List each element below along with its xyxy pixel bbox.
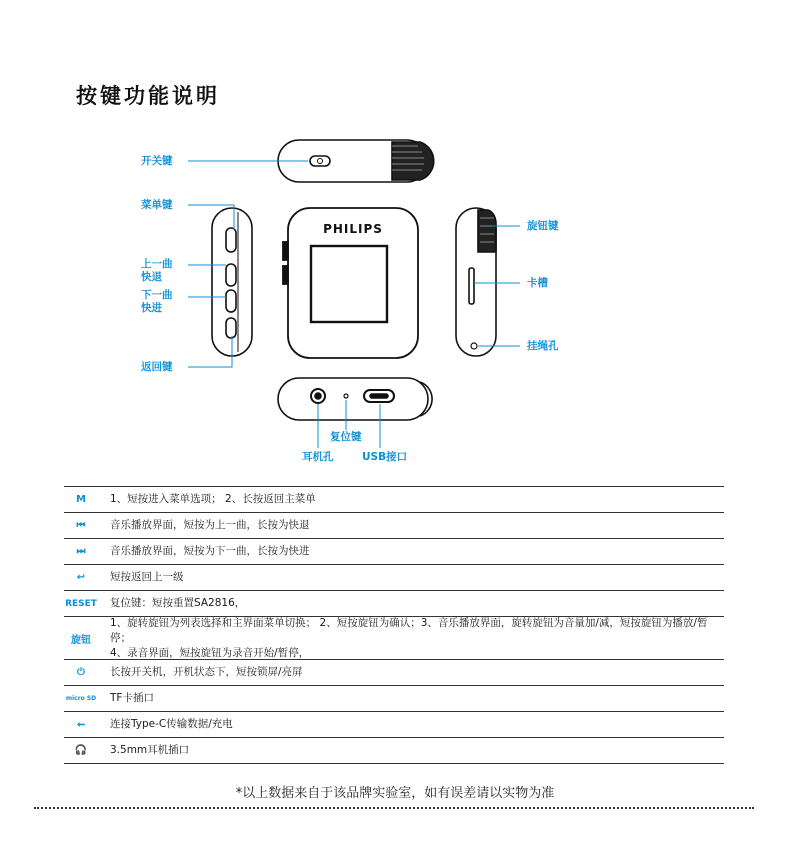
device-bottom-view (278, 378, 432, 420)
label-reset-key: 复位键 (330, 431, 362, 443)
table-row (64, 590, 724, 616)
row-description: TF卡插口 (110, 692, 154, 704)
dotted-divider (34, 807, 754, 809)
row-description: 短按返回上一级 (110, 571, 184, 583)
footnote: *以上数据来自于该品牌实验室，如有误差请以实物为准 (235, 786, 555, 801)
row-description: 长按开关机，开机状态下，短按锁屏/亮屏 (110, 666, 303, 678)
table-row (64, 486, 724, 512)
label-next-key-2: 快进 (141, 302, 162, 314)
label-menu-key: 菜单键 (141, 199, 173, 211)
table-row (64, 685, 724, 711)
device-left-view (212, 208, 252, 356)
menu-key-icon: M (76, 494, 86, 505)
micro-sd-icon: micro SD (65, 695, 97, 702)
page-title: 按键功能说明 (76, 84, 220, 108)
label-usb-port: USB接口 (362, 451, 408, 463)
table-row (64, 512, 724, 538)
brand-logo: PHILIPS (323, 222, 383, 236)
label-earphone-jack: 耳机孔 (302, 451, 334, 463)
row-description: 音乐播放界面，短按为上一曲，长按为快退 (110, 519, 310, 531)
next-track-icon: ⏭ (76, 546, 86, 557)
previous-track-icon: ⏮ (76, 520, 86, 531)
label-lanyard-hole: 挂绳孔 (527, 340, 559, 352)
label-power-key: 开关键 (141, 155, 173, 167)
table-row (64, 659, 724, 685)
row-description-line-2: 4、录音界面，短按旋钮为录音开始/暂停， (110, 646, 310, 659)
row-description: 1、短按进入菜单选项； 2、长按返回主菜单 (110, 493, 316, 505)
headphone-icon: 🎧 (74, 745, 88, 756)
row-description: 音乐播放界面，短按为下一曲，长按为快进 (110, 545, 310, 557)
table-row (64, 564, 724, 590)
label-next-key-1: 下一曲 (141, 289, 173, 301)
label-back-key: 返回键 (141, 361, 173, 373)
table-row (64, 711, 724, 737)
label-card-slot: 卡槽 (527, 277, 548, 289)
device-right-view (456, 208, 496, 356)
row-description: 连接Type-C传输数据/充电 (110, 718, 233, 730)
row-description-line-1: 1、旋转旋钮为列表选择和主界面菜单切换； 2、短按旋钮为确认；3、音乐播放界面，旋转旋钮为音量加/减，短按旋钮为播放/暂停； (110, 616, 708, 644)
label-knob-key: 旋钮键 (527, 220, 559, 232)
knob-icon: 旋钮 (71, 634, 91, 646)
function-table (64, 486, 724, 764)
table-row (64, 616, 724, 659)
power-icon: ⏻ (77, 667, 85, 678)
row-description: 3.5mm耳机插口 (110, 744, 190, 756)
back-arrow-icon: ↩ (76, 572, 86, 583)
label-prev-key-1: 上一曲 (141, 258, 173, 270)
table-row (64, 737, 724, 764)
row-description: 复位键：短按重置SA2816， (110, 597, 246, 609)
row-description (98, 616, 724, 661)
table-row (64, 538, 724, 564)
device-diagram (0, 130, 790, 470)
usb-icon: ⭠ (77, 719, 85, 730)
label-prev-key-2: 快退 (141, 271, 162, 283)
reset-icon: RESET (65, 598, 97, 609)
